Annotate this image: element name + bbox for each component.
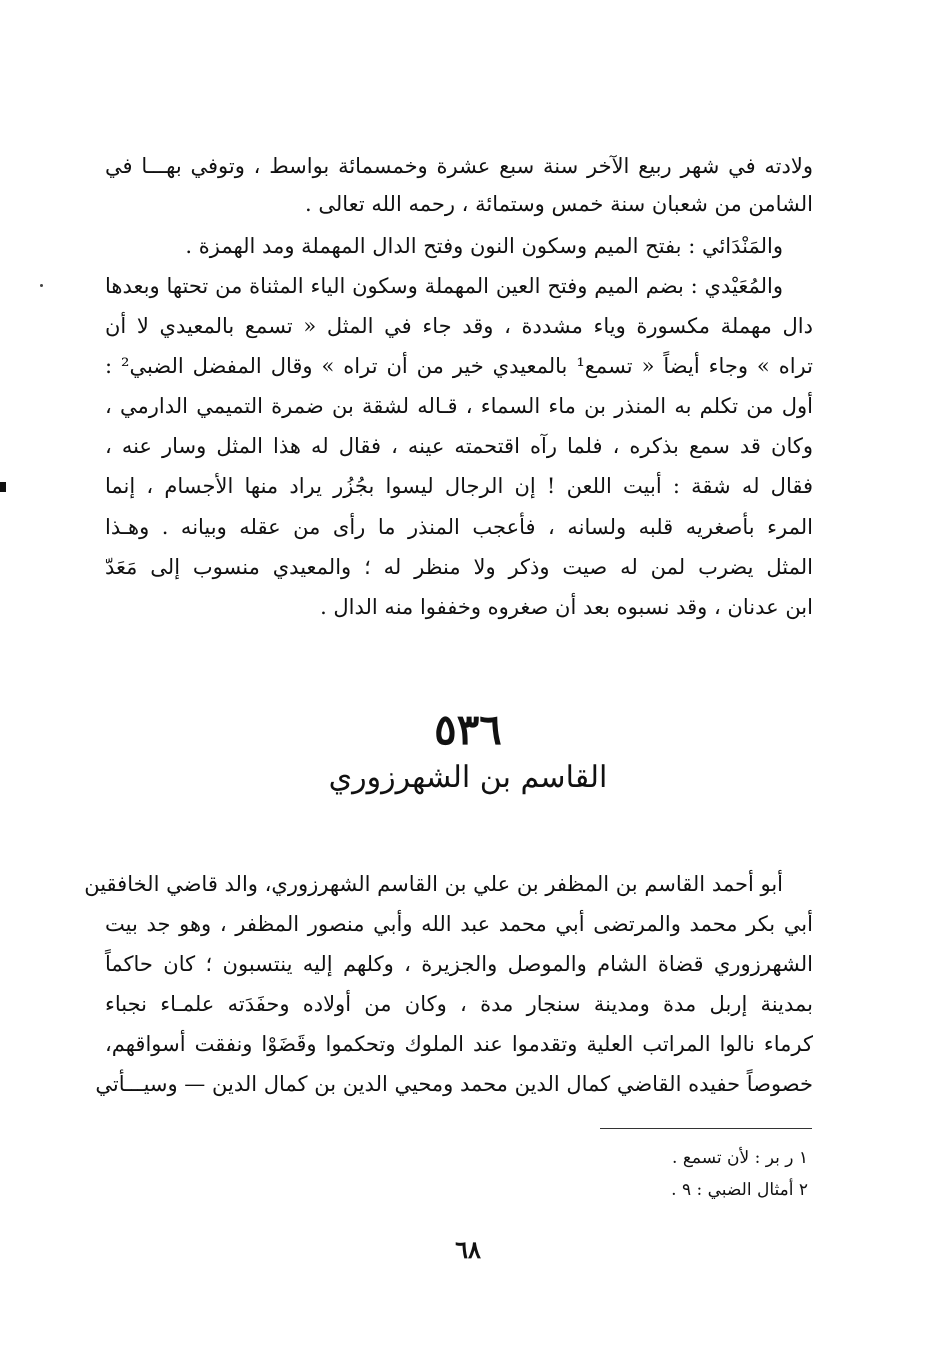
text-line: كرماء نالوا المراتب العلية وتقدموا عند الملوك وتحكموا وقَضَوْا ونفقت أسواقهم، bbox=[105, 1032, 813, 1056]
text-line: أول من تكلم به المنذر بن ماء السماء ، قـاله لشقة بن ضمرة التميمي الدارمي ، bbox=[105, 394, 813, 418]
page-number: ٦٨ bbox=[455, 1235, 481, 1264]
text-line: فقال له شقة : أبيت اللعن ! إن الرجال ليسوا بجُزُر يراد منها الأجسام ، إنما bbox=[105, 474, 813, 498]
entry-title: القاسم بن الشهرزوري bbox=[328, 760, 608, 795]
scan-margin-mark bbox=[0, 482, 6, 492]
scan-speck bbox=[40, 284, 43, 287]
text-line: الشهرزوري قضاة الشام والموصل والجزيرة ، وكلهم إليه ينتسبون ؛ كان حاكماً bbox=[105, 952, 813, 976]
text-line: بمدينة إربل مدة ومدينة سنجار مدة ، وكان من أولاده وحفَدَته علمـاء نجباء bbox=[105, 992, 813, 1016]
text-line: ابن عدنان ، وقد نسبوه بعد أن صغروه وخففوا منه الدال . bbox=[320, 595, 813, 619]
text-line: تراه » وجاء أيضاً « تسمع¹ بالمعيدي خير من أن تراه » وقال المفضل الضبي² : bbox=[105, 354, 813, 378]
text-line: وكان قد سمع بذكره ، فلما رآه اقتحمته عينه ، فقال له هذا المثل وسار عنه ، bbox=[105, 434, 813, 458]
text-line: أبي بكر محمد والمرتضى أبي محمد عبد الله وأبي منصور المظفر ، وهو جد بيت bbox=[105, 912, 813, 936]
text-line: دال مهملة مكسورة وياء مشددة ، وقد جاء في المثل « تسمع بالمعيدي لا أن bbox=[105, 314, 813, 338]
text-line: الشامن من شعبان سنة خمس وستمائة ، رحمه الله تعالى . bbox=[305, 192, 813, 216]
text-line: المرء بأصغريه قلبه ولسانه ، فأعجب المنذر ما رأى من عقله وبيانه . وهـذا bbox=[105, 515, 813, 539]
text-line: أبو أحمد القاسم بن المظفر بن علي بن القاسم الشهرزوري، والد قاضي الخافقين bbox=[84, 872, 783, 896]
text-line: خصوصاً حفيده القاضي كمال الدين محمد ومحيي الدين بن كمال الدين — وسيـــأتي bbox=[95, 1072, 813, 1096]
text-line: والمُعَيْدي : بضم الميم وفتح العين المهملة وسكون الياء المثناة من تحتها وبعدها bbox=[105, 274, 783, 298]
footnote-2: ٢ أمثال الضبي : ٩ . bbox=[671, 1180, 808, 1200]
text-line: ولادته في شهر ربيع الآخر سنة سبع عشرة وخمسمائة بواسط ، وتوفي بهـــا في bbox=[105, 154, 813, 178]
footnote-divider bbox=[600, 1128, 812, 1129]
text-line: المثل يضرب لمن له صيت وذكر ولا منظر له ؛ والمعيدي منسوب إلى مَعَدّ bbox=[105, 555, 813, 579]
footnote-1: ١ ر بر : لأن تسمع . bbox=[672, 1148, 808, 1168]
text-line: والمَنْدَائي : بفتح الميم وسكون النون وفتح الدال المهملة ومد الهمزة . bbox=[185, 234, 783, 258]
entry-number: ٥٣٦ bbox=[434, 705, 502, 754]
